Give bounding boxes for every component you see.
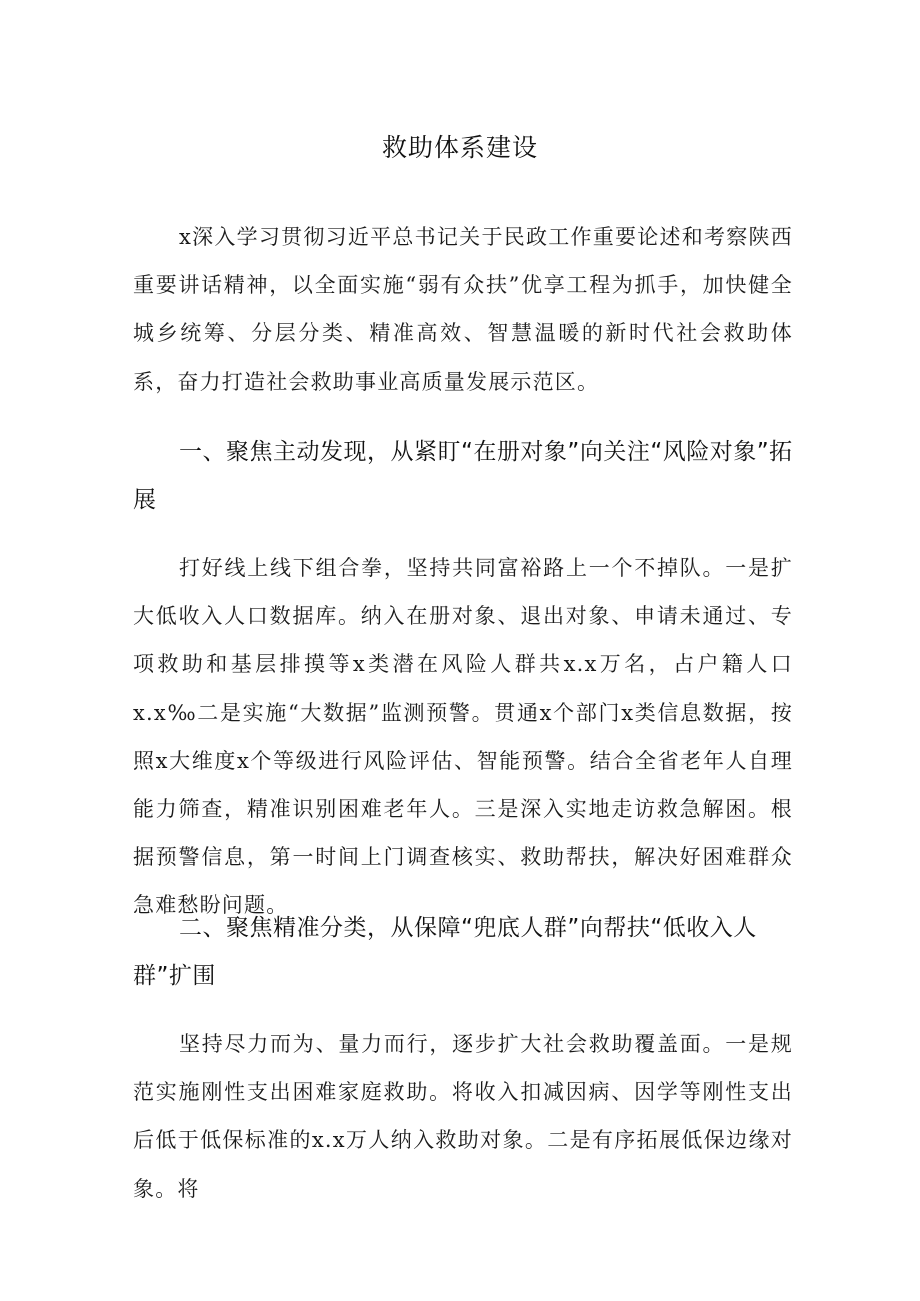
section-2-heading: 二、聚焦精准分类，从保障“兜底人群”向帮扶“低收入人群”扩围 — [133, 915, 757, 989]
section-2-body: 坚持尽力而为、量力而行，逐步扩大社会救助覆盖面。一是规范实施刚性支出困难家庭救助。将收入扣减因病、因学等刚性支出后低于低保标准的x.x万人纳入救助对象。二是有序拓展低保边缘对象。将 — [133, 1032, 793, 1201]
section-1-heading: 一、聚焦主动发现，从紧盯“在册对象”向关注“风险对象”拓展 — [133, 439, 793, 513]
section-2-body-block — [133, 1020, 793, 1213]
intro-paragraph — [133, 213, 793, 406]
section-1-body: 打好线上线下组合拳，坚持共同富裕路上一个不掉队。一是扩大低收入人口数据库。纳入在册对象、退出对象、申请未通过、专项救助和基层排摸等x类潜在风险人群共x.x万名，占户籍人口x.x‰二是实施“大数据”监测预警。贯通x个部门x类信息数据，按照x大维度x个等级进行风险评估、智能预警。结合全省老年人自理能力筛查，精准识别困难老年人。三是深入实地走访救急解困。根据预警信息，第一时间上门调查核实、救助帮扶，解决好困难群众急难愁盼问题。 — [133, 556, 793, 918]
section-1-heading-block — [133, 428, 793, 524]
section-1-body-block — [133, 544, 793, 930]
document-title: 救助体系建设 — [381, 133, 538, 162]
intro-text: x深入学习贯彻习近平总书记关于民政工作重要论述和考察陕西重要讲话精神，以全面实施“弱有众扶”优享工程为抓手，加快健全城乡统筹、分层分类、精准高效、智慧温暖的新时代社会救助体系，奋力打造社会救助事业高质量发展示范区。 — [133, 225, 793, 394]
section-2-heading-block — [133, 904, 793, 1000]
